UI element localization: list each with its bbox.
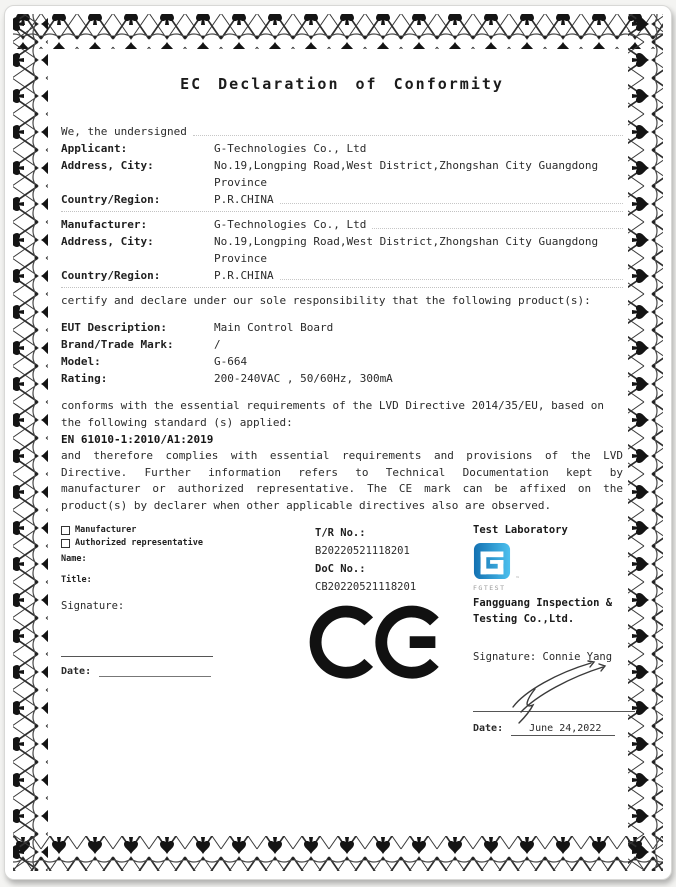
field-value: No.19,Longping Road,West District,Zhongshan City Guangdong Province: [214, 159, 599, 189]
field-label: Applicant:: [61, 142, 128, 155]
trademark-symbol: ™: [515, 576, 519, 582]
rule-tail: [372, 216, 623, 229]
name-label: Name:: [61, 554, 87, 564]
doc-number-value: CB20220521118201: [315, 581, 417, 593]
title-label: Title:: [61, 575, 92, 585]
manufacturer-address-row: [61, 233, 623, 267]
date-blank-line: [99, 666, 211, 677]
date-label: Date:: [61, 666, 92, 677]
date-row: [61, 666, 211, 677]
tr-number-label: T/R No.:: [315, 527, 366, 539]
rating-row: [61, 370, 623, 387]
standard-reference: EN 61010-1:2010/A1:2019: [61, 433, 214, 446]
authorized-representative-option: [61, 537, 296, 550]
dotted-divider: [61, 211, 623, 212]
field-label: Country/Region:: [61, 269, 161, 282]
field-value: P.R.CHINA: [214, 193, 274, 206]
manufacturer-row: [61, 216, 623, 233]
doc-number-label: DoC No.:: [315, 563, 366, 575]
certificate-body: [61, 70, 623, 514]
ce-mark-icon: [307, 602, 465, 705]
applicant-address-row: [61, 157, 623, 191]
rule-tail: [193, 123, 623, 136]
lab-date-value: June 24,2022: [511, 723, 615, 736]
conformity-intro: conforms with the essential requirements of the LVD Directive 2014/35/EU, based on the following standard (s) applied:: [61, 399, 605, 429]
manufacturer-option: [61, 524, 296, 537]
field-value: G-Technologies Co., Ltd: [214, 142, 367, 155]
eut-description-row: [61, 319, 623, 336]
applicant-row: [61, 140, 623, 157]
test-laboratory-heading: Test Laboratory: [473, 524, 568, 536]
field-value: G-664: [214, 355, 248, 368]
rule-tail: [280, 191, 623, 204]
field-value: G-Technologies Co., Ltd: [214, 218, 367, 231]
model-row: [61, 353, 623, 370]
page-title: EC Declaration of Conformity: [180, 75, 504, 93]
checkbox-label: Authorized representative: [75, 538, 203, 548]
field-label: Address, City:: [61, 159, 154, 172]
signature-section: [61, 518, 623, 758]
field-value: Main Control Board: [214, 321, 334, 334]
brand-row: [61, 336, 623, 353]
signature-label: Signature:: [61, 600, 125, 612]
lab-signature-label: Signature: Connie Yang: [473, 651, 613, 663]
field-label: Rating:: [61, 372, 108, 385]
report-numbers-column: [315, 524, 465, 596]
declarer-column: [61, 524, 296, 612]
lab-signature-area: [473, 663, 635, 712]
field-value: P.R.CHINA: [214, 269, 274, 282]
fgtest-logo: [473, 542, 517, 592]
tr-number-value: B20220521118201: [315, 545, 410, 557]
test-laboratory-column: [473, 524, 635, 736]
intro-text: We, the undersigned: [61, 125, 187, 138]
lab-date-label: Date:: [473, 723, 504, 734]
handwritten-signature: [491, 655, 621, 725]
field-value: No.19,Longping Road,West District,Zhongshan City Guangdong Province: [214, 235, 599, 265]
lab-name-line1: Fangguang Inspection &: [473, 597, 613, 609]
field-label: Address, City:: [61, 235, 154, 248]
manufacturer-checkbox: [61, 526, 70, 535]
field-label: Manufacturer:: [61, 218, 148, 231]
dotted-divider: [61, 287, 623, 288]
rule-tail: [280, 267, 623, 280]
declaration-statement: certify and declare under our sole responsibility that the following product(s):: [61, 294, 591, 307]
field-label: Brand/Trade Mark:: [61, 338, 174, 351]
conformity-body: and therefore complies with essential requirements and provisions of the LVD Directive. Further information refers to Technical Documentation kept by manufacturer or authorized representative. The CE mark can be affixed on the product(s) by declarer when other applicable directives also are observed.: [61, 449, 623, 512]
field-label: EUT Description:: [61, 321, 167, 334]
checkbox-label: Manufacturer: [75, 525, 137, 535]
applicant-country-row: [61, 191, 623, 208]
authorized-representative-checkbox: [61, 539, 70, 548]
certificate-page: [4, 5, 672, 880]
fgtest-logo-icon: [473, 542, 511, 580]
field-label: Country/Region:: [61, 193, 161, 206]
signature-line: [61, 656, 213, 657]
lab-name-line2: Testing Co.,Ltd.: [473, 613, 575, 625]
field-value: /: [214, 338, 221, 351]
field-label: Model:: [61, 355, 101, 368]
fgtest-logo-caption: FGTEST: [473, 584, 506, 592]
field-value: 200-240VAC , 50/60Hz, 300mA: [214, 372, 393, 385]
manufacturer-country-row: [61, 267, 623, 284]
